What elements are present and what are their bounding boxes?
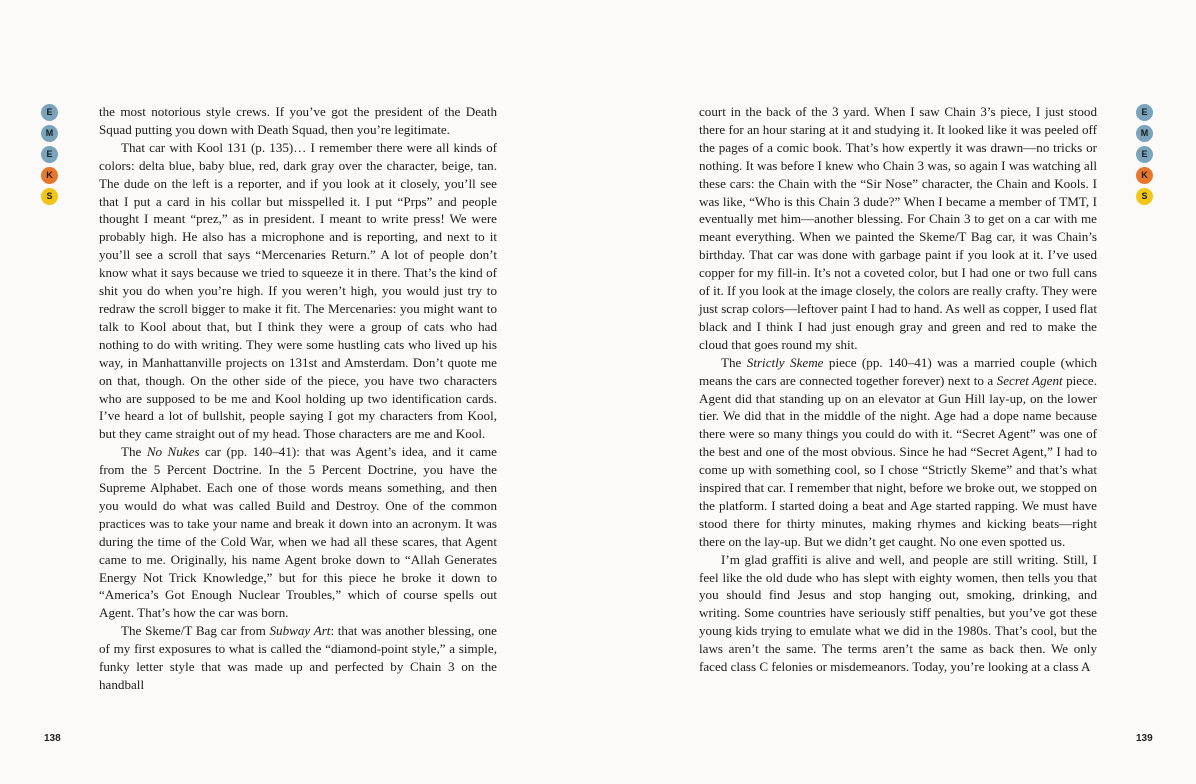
- text-run: piece (pp. 140–41) was a married couple (which means the cars are connected together forever) next to a: [699, 354, 1097, 388]
- tab-letter-k: K: [41, 167, 58, 184]
- tab-letter-s: S: [41, 188, 58, 205]
- paragraph: That car with Kool 131 (p. 135)… I remember there were all kinds of colors: delta blue, baby blue, red, dark gray over the character, beige, tan. The dude on the left is a reporter, and if you look at it closely, you’ll see that I put a card in his collar but misspelled it. I put “Prps” and people thought I meant “prez,” as in president. I meant to write press! We were probably high. He also has a microphone and is reporting, and next to it you’ll see a scroll that says “Mercenaries Return.” A lot of people don’t know what it says because we tried to squeeze it in there. That’s the kind of shit you do when you’re high. If you weren’t high, you would just try to redraw the scroll bigger to make it fit. The Mercenaries: you might want to talk to Kool about that, but I think they were a group of cats who had nothing to do with writing. They were some hustling cats who lived up his way, in Manhattanville projects on 131st and Amsterdam. Don’t quote me on that, though. On the other side of the piece, you have two characters who are supposed to be me and Kool holding up two identification cards. I’ve heard a lot of bullshit, people saying I got my characters from Kool, but they came straight out of my head. Those characters are me and Kool.: [99, 139, 497, 442]
- italic-title: Secret Agent: [996, 372, 1063, 388]
- skeme-tab: [1136, 104, 1154, 205]
- italic-title: Subway Art: [269, 623, 331, 639]
- tab-letter-e: E: [41, 146, 58, 163]
- right-text-column: [699, 103, 1097, 676]
- paragraph: court in the back of the 3 yard. When I saw Chain 3’s piece, I just stood there for an hour staring at it and studying it. It looked like it was peeled off the pages of a comic book. That’s how expertly it was drawn—no tricks or nothing. It was before I knew who Chain 3 was, so again I was watching all these cars: the Chain with the “Sir Nose” character, the Chain and Kools. I was like, “Who is this Chain 3 dude?” When I became a member of TMT, I eventually met him—another blessing. For Chain 3 to get on a car with me meant everything. When we painted the Skeme/T Bag car, it was Chain’s birthday. That car was done with garbage paint if you look at it. I’ve used copper for my fill-in. It’s not a coveted color, but I had one or two full cans of it. If you look at the image closely, the colors are really crafty. They were just scrap colors—leftover paint I had to hand. As well as copper, I used flat black and I think I had just enough gray and green and red to make the cloud that goes round my shit.: [699, 104, 1097, 352]
- text-run: piece. Agent did that standing up on an elevator at Gun Hill lay-up, on the lower tier. We did that in the middle of the night. Age had a dope name because there were so many things you could do with it. “Secret Agent” was one of the best and one of the most obvious. Since he had “Secret Agent,” I had to come up with something cool, so I chose “Strictly Skeme” and that’s what inspired that car. I remember that night, before we broke out, we stopped on the platform. I started doing a beat and Age started rapping. We must have stood there for thirty minutes, making rhymes and kicking beats—right there on the lay-up. But we didn’t get caught. No one even spotted us.: [699, 372, 1097, 549]
- paragraph: [699, 354, 1097, 551]
- tab-letter-m: M: [41, 125, 58, 142]
- text-run: The: [121, 444, 147, 460]
- tab-letter-k: K: [1136, 167, 1153, 184]
- page-number: 139: [1136, 733, 1153, 744]
- tab-letter-e: E: [1136, 146, 1153, 163]
- tab-letter-s: S: [1136, 188, 1153, 205]
- tab-letter-m: M: [1136, 125, 1153, 142]
- italic-title: No Nukes: [146, 444, 200, 460]
- page-number: 138: [44, 733, 61, 744]
- tab-letter-e: E: [1136, 104, 1153, 121]
- paragraph: [99, 443, 497, 622]
- paragraph: [99, 622, 497, 694]
- text-run: The Skeme/T Bag car from: [121, 623, 270, 639]
- left-text-column: [99, 103, 497, 694]
- right-page: [598, 0, 1196, 784]
- text-run: car (pp. 140–41): that was Agent’s idea, and it came from the 5 Percent Doctrine. In the 5 Percent Doctrine, you have the Supreme Alphabet. Each one of those words means something, and then you would do what was called Build and Destroy. One of the common practices was to take your name and break it down into an acronym. It was during the time of the Cold War, when we had all these scares, that Agent came to me. Originally, his name Agent broke down to “Allah Generates Energy Not Trick Knowledge,” but for this piece he broke it down to “America’s Got Enough Nuclear Troubles,” which of course spells out Agent. That’s how the car was born.: [99, 444, 497, 621]
- italic-title: Strictly Skeme: [746, 354, 824, 370]
- text-run: The: [721, 354, 747, 370]
- tab-letter-e: E: [41, 104, 58, 121]
- paragraph: I’m glad graffiti is alive and well, and people are still writing. Still, I feel like the old dude who has slept with eighty women, then tells you that you should find Jesus and stop hanging out, smoking, drinking, and writing. Some countries have seriously stiff penalties, but you’ve got these young kids trying to emulate what we did in the 1980s. That’s cool, but the laws aren’t the same. The terms aren’t the same as back then. We only faced class C felonies or misdemeanors. Today, you’re looking at a class A: [699, 551, 1097, 675]
- paragraph: the most notorious style crews. If you’ve got the president of the Death Squad putting you down with Death Squad, then you’re legitimate.: [99, 104, 497, 137]
- text-run: : that was another blessing, one of my first exposures to what is called the “diamond-point style,” a simple, funky letter style that was made up and perfected by Chain 3 on the handball: [99, 623, 497, 692]
- skeme-tab: [41, 104, 59, 205]
